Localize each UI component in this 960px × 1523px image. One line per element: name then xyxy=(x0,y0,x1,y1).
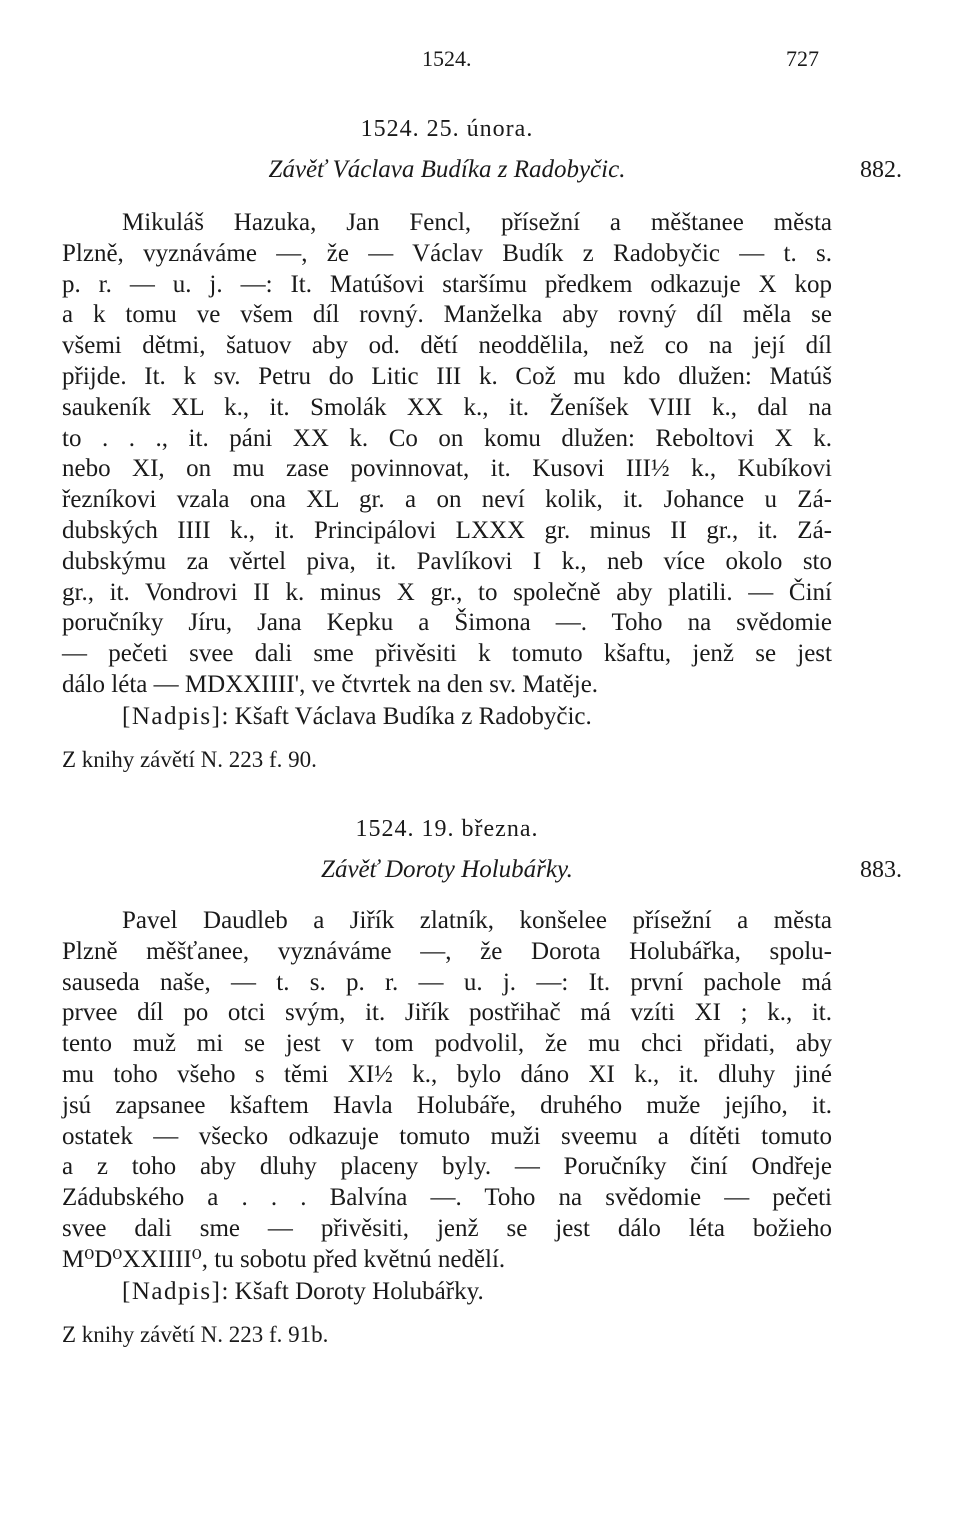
text-line: přijde. It. k sv. Petru do Litic III k. Což mu kdo dlužen: Matúš xyxy=(62,362,832,390)
text-line: Pavel Daudleb a Jiřík zlatník, konšelee přísežní a města xyxy=(122,907,832,934)
text-line: gr., it. Vondrovi II k. minus X gr., to společně aby platili. — Činí xyxy=(62,578,832,606)
running-head xyxy=(0,46,960,76)
entry-date: 1524. 25. února. xyxy=(360,116,534,142)
nadpis-text: : Kšaft Doroty Holubářky. xyxy=(221,1277,484,1305)
text-line: svee dali sme — přivěsiti, jenž se jest dálo léta božieho xyxy=(62,1214,832,1242)
entry-body xyxy=(62,208,832,701)
text-line: prvee díl po otci svým, it. Jiřík postřihač má vzíti XI ; k., it. xyxy=(62,999,832,1027)
text-line: to . . ., it. páni XX k. Co on komu dlužen: Reboltovi X k. xyxy=(62,424,832,452)
text-line: — pečeti svee dali sme přivěsiti k tomuto kšaftu, jenž se jest xyxy=(62,640,832,668)
text-line: dálo léta — MDXXIIII', ve čtvrtek na den sv. Matěje. xyxy=(62,670,599,698)
text-line: nebo XI, on mu zase povinnovat, it. Kusovi III½ k., Kubíkovi xyxy=(62,455,832,483)
text-line: řezníkovi vzala ona XL gr. a on neví kolik, it. Johance u Zá- xyxy=(62,486,832,514)
text-line: mu toho všeho s těmi XI½ k., bylo dáno XI k., it. dluhy jiné xyxy=(62,1060,832,1088)
entry-title: Závěť Václava Budíka z Radobyčic. xyxy=(268,156,626,183)
entry-title: Závěť Doroty Holubářky. xyxy=(321,856,573,883)
entry-883 xyxy=(62,812,902,1355)
nadpis-label: [Nadpis] xyxy=(122,1277,222,1305)
text-line: Plzně měšťanee, vyznáváme —, že Dorota Holubářka, spolu- xyxy=(62,937,832,965)
text-line: poručníky Jíru, Jana Kepku a Šimona —. Toho na svědomie xyxy=(62,609,832,637)
text-line: tento muž mi se jest v tom podvolil, že mu chci přidati, aby xyxy=(62,1030,832,1058)
running-head-year: 1524. xyxy=(422,46,472,71)
text-line: Plzně, vyznáváme —, že — Václav Budík z Radobyčic — t. s. xyxy=(62,239,832,267)
text-line: dubských IIII k., it. Principálovi LXXX gr. minus II gr., it. Zá- xyxy=(62,516,832,544)
text-line: Zádubského a . . . Balvína —. Toho na svědomie — pečeti xyxy=(62,1184,832,1212)
text-line: a z toho aby dluhy placeny byly. — Poručníky činí Ondřeje xyxy=(62,1153,832,1181)
entry-number: 883. xyxy=(860,857,902,883)
entry-date: 1524. 19. března. xyxy=(355,816,539,842)
entry-title-row xyxy=(62,152,902,188)
nadpis-text: : Kšaft Václava Budíka z Radobyčic. xyxy=(221,702,592,730)
text-line: Mikuláš Hazuka, Jan Fencl, přísežní a měštanee města xyxy=(122,209,832,236)
nadpis-line xyxy=(62,701,832,732)
text-line: sauseda naše, — t. s. p. r. — u. j. —: It. první pachole má xyxy=(62,968,832,996)
entry-title-row xyxy=(62,852,902,888)
source-citation: Z knihy závětí N. 223 f. 91b. xyxy=(62,1321,329,1347)
entry-number: 882. xyxy=(860,157,902,183)
text-line: ostatek — všecko odkazuje tomuto muži sveemu a dítěti tomuto xyxy=(62,1122,832,1150)
page-number: 727 xyxy=(786,46,819,71)
text-line: saukeník XL k., it. Smolák XX k., it. Ženíšek VIII k., dal na xyxy=(62,393,832,421)
text-line: dubskýmu za věrtel piva, it. Pavlíkovi I k., neb více okolo sto xyxy=(62,547,832,575)
text-line: všemi dětmi, šatuov aby od. dětí neoddělila, než co na její díl xyxy=(62,332,832,360)
text-line: M⁰D⁰XXIIII⁰, tu sobotu před květnú nedělí. xyxy=(62,1245,506,1273)
entry-882 xyxy=(62,112,902,780)
text-line: jsú zapsanee kšaftem Havla Holubáře, druhého muže jejího, it. xyxy=(62,1091,832,1119)
nadpis-label: [Nadpis] xyxy=(122,702,222,730)
text-line: p. r. — u. j. —: It. Matúšovi staršímu předkem odkazuje X kop xyxy=(62,270,832,298)
source-citation: Z knihy závětí N. 223 f. 90. xyxy=(62,746,317,772)
entry-body xyxy=(62,906,832,1276)
nadpis-line xyxy=(62,1276,832,1307)
text-line: a k tomu ve všem díl rovný. Manželka aby rovný díl měla se xyxy=(62,301,832,329)
